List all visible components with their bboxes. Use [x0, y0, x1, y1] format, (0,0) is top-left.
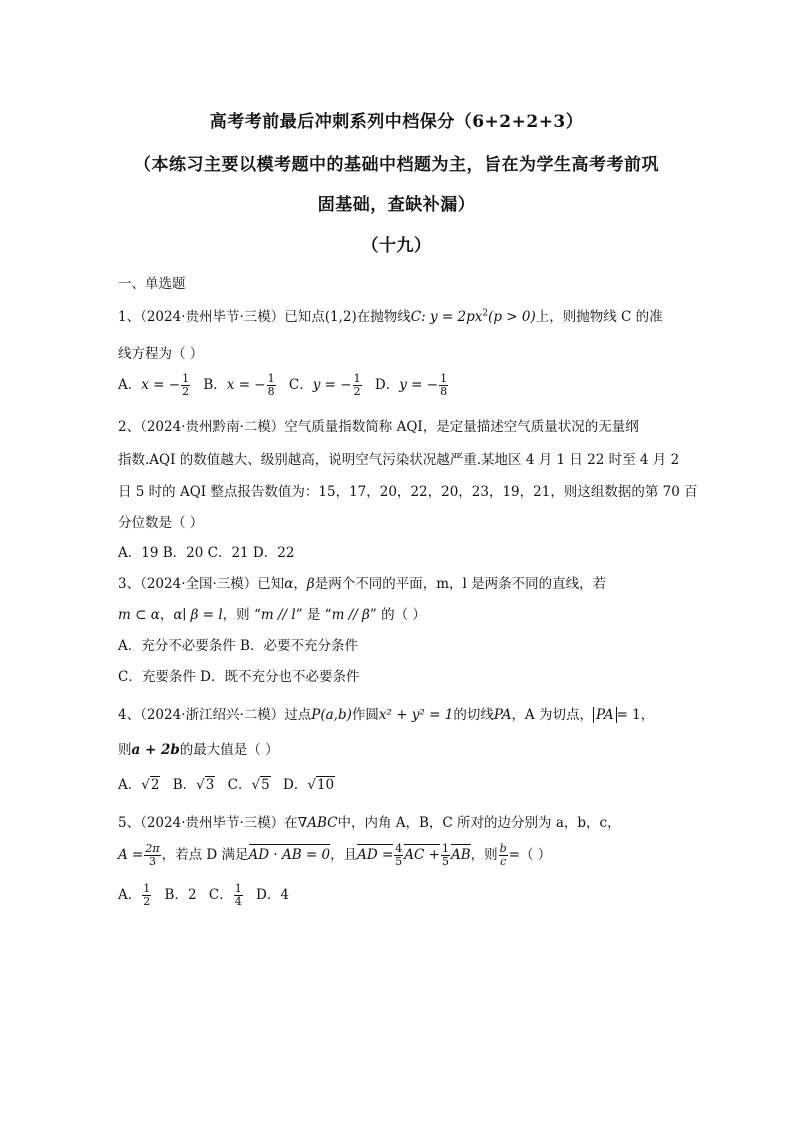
q1-stem-line1 — [118, 305, 663, 325]
q3-alpha: α — [284, 576, 294, 592]
q1-option-c[interactable]: C．y = − $\frac{1}{2}$ — [288, 372, 361, 398]
q1-suffix: 上，则抛物线 C 的准 — [535, 309, 663, 325]
q2-stem-line2: 指数.AQI 的数值越大、级别越高，说明空气污染状况越严重.某地区 4 月 1 日 22 时至 4 月 2 — [118, 452, 680, 468]
q5-stem-line2: A = $\frac{2\pi}{3}$ ，若点 D 满足AD · AB = 0，且AD = $\frac{4}{5}$ AC + $\frac{1}{5}$ AB，则 $\frac{b}{c}$ =（ ） — [118, 842, 552, 868]
q5-stem-line1: 5、（2024·贵州毕节·三模）在∇ABC中，内角 A，B，C 所对的边分别为 a，b，c， — [118, 815, 621, 831]
q1-prefix: 1、（2024·贵州毕节·三模）已知点 — [118, 309, 325, 325]
q2-options[interactable]: A．19 B．20 C．21 D．22 — [118, 545, 295, 561]
q3-stem-line2: m ⊂ α，α∣ β = l，则 “m // l” 是 “m // β” 的（ ） — [118, 607, 426, 623]
page-subtitle-line2: 固基础，查缺补漏） — [317, 195, 476, 215]
q2-stem-line1: 2、（2024·贵州黔南·二模）空气质量指数简称 AQI，是定量描述空气质量状况的无量纲 — [118, 419, 639, 435]
q4-option-a[interactable]: A．√2 — [118, 777, 160, 793]
page-title: 高考考前最后冲刺系列中档保分（6+2+2+3） — [209, 112, 584, 132]
q2-stem-line4: 分位数是（ ） — [118, 515, 204, 531]
q4-stem-line1: 4、（2024·浙江绍兴·二模）过点P(a,b)作圆x² + y² = 1的切线PA，A 为切点， PA = 1， — [118, 707, 655, 723]
q5-option-a[interactable]: A． $\frac{1}{2}$ — [118, 882, 151, 908]
q1-stem-line2: 线方程为（ ） — [118, 346, 204, 362]
q1-point: (1,2) — [324, 309, 357, 325]
q4-option-b[interactable]: B．√3 — [172, 777, 215, 793]
q5-option-d[interactable]: D．4 — [256, 887, 289, 903]
page-number-title: （十九） — [361, 236, 432, 256]
q1-mid: 在抛物线 — [356, 309, 411, 325]
q1-condition: (p > 0) — [488, 309, 536, 325]
q1-options — [118, 373, 457, 398]
q3-beta: β — [306, 576, 315, 592]
q1-exponent: 2 — [482, 308, 489, 319]
section-heading: 一、单选题 — [118, 276, 186, 292]
q4-option-c[interactable]: C．√5 — [227, 777, 270, 793]
q1-option-d[interactable]: D．y = − $\frac{1}{8}$ — [374, 372, 448, 398]
q3-options-ab[interactable]: A．充分不必要条件 B．必要不充分条件 — [118, 638, 358, 654]
q1-curve: C: y = 2px — [410, 309, 483, 325]
q5-options — [118, 883, 297, 908]
q4-option-d[interactable]: D．√10 — [283, 777, 335, 793]
q1-option-b[interactable]: B．x = − $\frac{1}{8}$ — [203, 372, 275, 398]
q3-stem-line1: 3、（2024·全国·三模）已知α，β是两个不同的平面，m，l 是两条不同的直线，若 — [118, 576, 607, 592]
q5-option-b[interactable]: B．2 — [164, 887, 197, 903]
q5-option-c[interactable]: C． $\frac{1}{4}$ — [208, 882, 242, 908]
q3-options-cd[interactable]: C．充要条件 D．既不充分也不必要条件 — [118, 669, 360, 685]
page-subtitle-line1: （本练习主要以模考题中的基础中档题为主，旨在为学生高考考前巩 — [134, 155, 659, 175]
q4-stem-line2: 则a + 2b的最大值是（ ） — [118, 742, 279, 758]
q2-stem-line3: 日 5 时的 AQI 整点报告数值为：15，17，20，22，20，23，19，21，则这组数据的第 70 百 — [118, 484, 698, 500]
q1-option-a[interactable]: A．x = − $\frac{1}{2}$ — [118, 372, 190, 398]
q4-options — [118, 773, 343, 793]
q5-dot-product: AD · AB = 0 — [248, 847, 331, 863]
